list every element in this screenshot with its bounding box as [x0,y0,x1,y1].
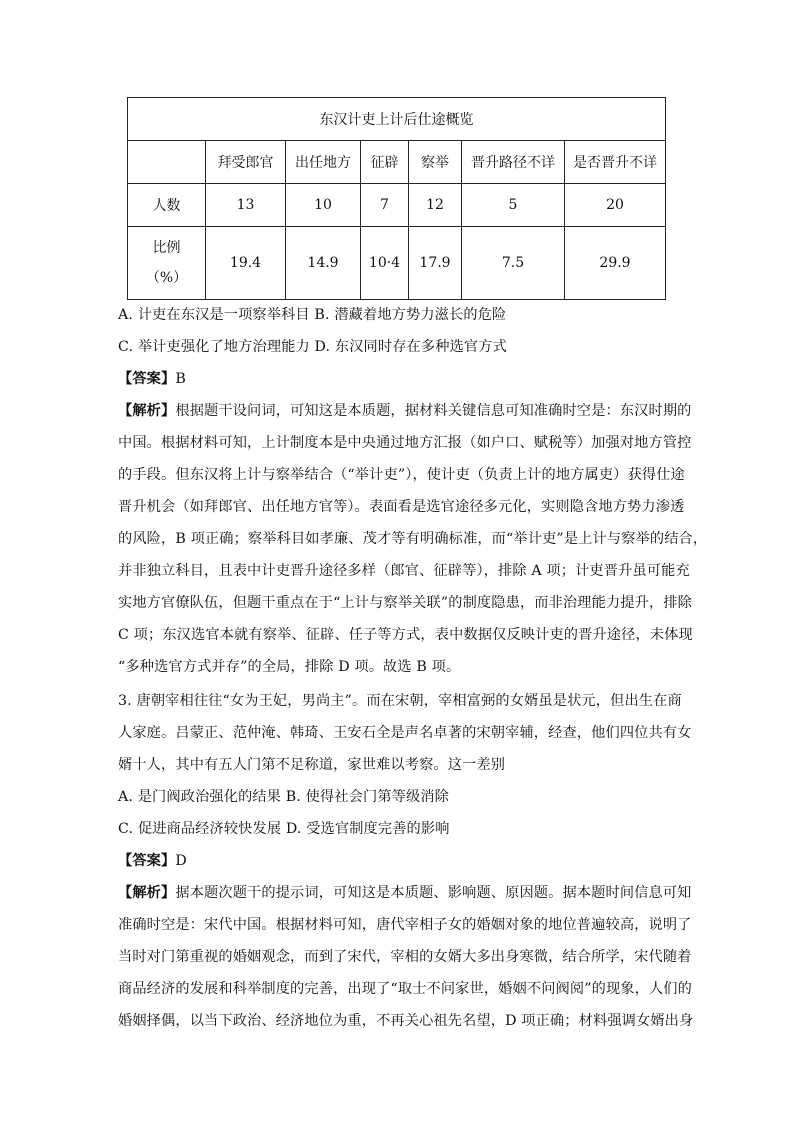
answer-tag: 【答案】 [118,371,176,387]
q2-answer [118,368,678,388]
q3-answer [118,850,678,870]
table-cell: 7 [361,184,409,227]
q2-analysis-line: 的手段。但东汉将上计与察举结合（“举计吏”），使计吏（负责上计的地方属吏）获得仕途 [118,467,685,483]
q2-analysis-line [118,400,692,420]
table-cell: 10 [286,184,361,227]
table-cell: 17.9 [409,227,462,300]
q3-analysis-line: 当时对门第重视的婚姻观念，而到了宋代，宰相的女婿大多出身寒微，结合所学，宋代随着 [118,949,692,965]
table-cell: 5 [462,184,565,227]
table-row [128,227,666,300]
q2-analysis-line: 中国。根据材料可知，上计制度本是中央通过地方汇报（如户口、赋税等）加强对地方管控 [118,435,692,451]
row-label: 人数 [128,184,206,227]
analysis-text: 据本题次题干的提示词，可知这是本质题、影响题、原因题。据本题时间信息可知 [175,885,692,901]
analysis-text: 根据题干设问词，可知这是本质题，据材料关键信息可知准确时空是：东汉时期的 [175,403,692,419]
answer-tag: 【答案】 [118,853,176,869]
answer-value: D [175,853,187,869]
q2-analysis-line: 晋升机会（如拜郎官、出任地方官等）。表面看是选官途径多元化，实则隐含地方势力渗透 [118,499,685,515]
q2-analysis-line: C 项；东汉选官本就有察举、征辟、任子等方式，表中数据仅反映计吏的晋升途径，未体现 [118,627,693,643]
q3-stem-line: 婿十人，其中有五人门第不足称道，家世难以考察。这一差别 [118,757,506,773]
career-table [127,97,666,300]
q3-analysis-line [118,882,692,902]
table-row [128,184,666,227]
table-header-cell: 征辟 [361,141,409,184]
table-title: 东汉计吏上计后仕途概览 [128,98,666,141]
q3-options-line: C. 促进商品经济较快发展 D. 受选官制度完善的影响 [118,821,450,837]
q3-stem-line: 人家庭。吕蒙正、范仲淹、韩琦、王安石全是声名卓著的宋朝宰辅，经查，他们四位共有女 [118,725,692,741]
analysis-tag: 【解析】 [118,403,176,419]
table-header-cell [128,141,206,184]
q3-analysis-line: 商品经济的发展和科举制度的完善，出现了“取士不问家世，婚姻不问阀阅”的现象，人们的 [118,981,692,997]
q3-analysis-line: 准确时空是：宋代中国。根据材料可知，唐代宰相子女的婚姻对象的地位普遍较高，说明了 [118,917,692,933]
row-label-line: （%） [145,270,188,286]
table-header-cell: 出任地方 [286,141,361,184]
table-header-row [128,141,666,184]
table-cell: 19.4 [206,227,286,300]
table-cell: 12 [409,184,462,227]
table-cell: 10·4 [361,227,409,300]
q2-options-line: C. 举计吏强化了地方治理能力 D. 东汉同时存在多种选官方式 [118,339,507,355]
table-header-cell: 是否晋升不详 [565,141,666,184]
q2-analysis-line: 实地方官僚队伍，但题干重点在于“上计与察举关联”的制度隐患，而非治理能力提升，排除 [118,595,692,611]
q3-stem-line: 3. 唐朝宰相往往“女为王妃，男尚主”。而在宋朝，宰相富弼的女婿虽是状元，但出生在商 [118,693,682,709]
analysis-tag: 【解析】 [118,885,176,901]
q3-options-line: A. 是门阀政治强化的结果 B. 使得社会门第等级消除 [118,789,450,805]
q2-analysis-line: 并非独立科目，且表中计吏晋升途径多样（郎官、征辟等），排除 A 项；计吏晋升虽可能充 [118,563,690,579]
table-header-cell: 察举 [409,141,462,184]
table-cell: 20 [565,184,666,227]
table-cell: 13 [206,184,286,227]
q3-analysis-line: 婚姻择偶，以当下政治、经济地位为重，不再关心祖先名望，D 项正确；材料强调女婿出身 [118,1013,694,1029]
q2-options-line: A. 计吏在东汉是一项察举科目 B. 潜藏着地方势力滋长的危险 [118,307,507,323]
q2-analysis-line: “多种选官方式并存”的全局，排除 D 项。故选 B 项。 [118,659,461,675]
row-label [128,227,206,300]
q2-analysis-line: 的风险，B 项正确；察举科目如孝廉、茂才等有明确标准，而“举计吏”是上计与察举的结合， [118,531,708,547]
table-header-cell: 拜受郎官 [206,141,286,184]
table-cell: 14.9 [286,227,361,300]
table-cell: 7.5 [462,227,565,300]
table-cell: 29.9 [565,227,666,300]
answer-value: B [175,371,186,387]
row-label-line: 比例 [152,240,181,256]
table-header-cell: 晋升路径不详 [462,141,565,184]
